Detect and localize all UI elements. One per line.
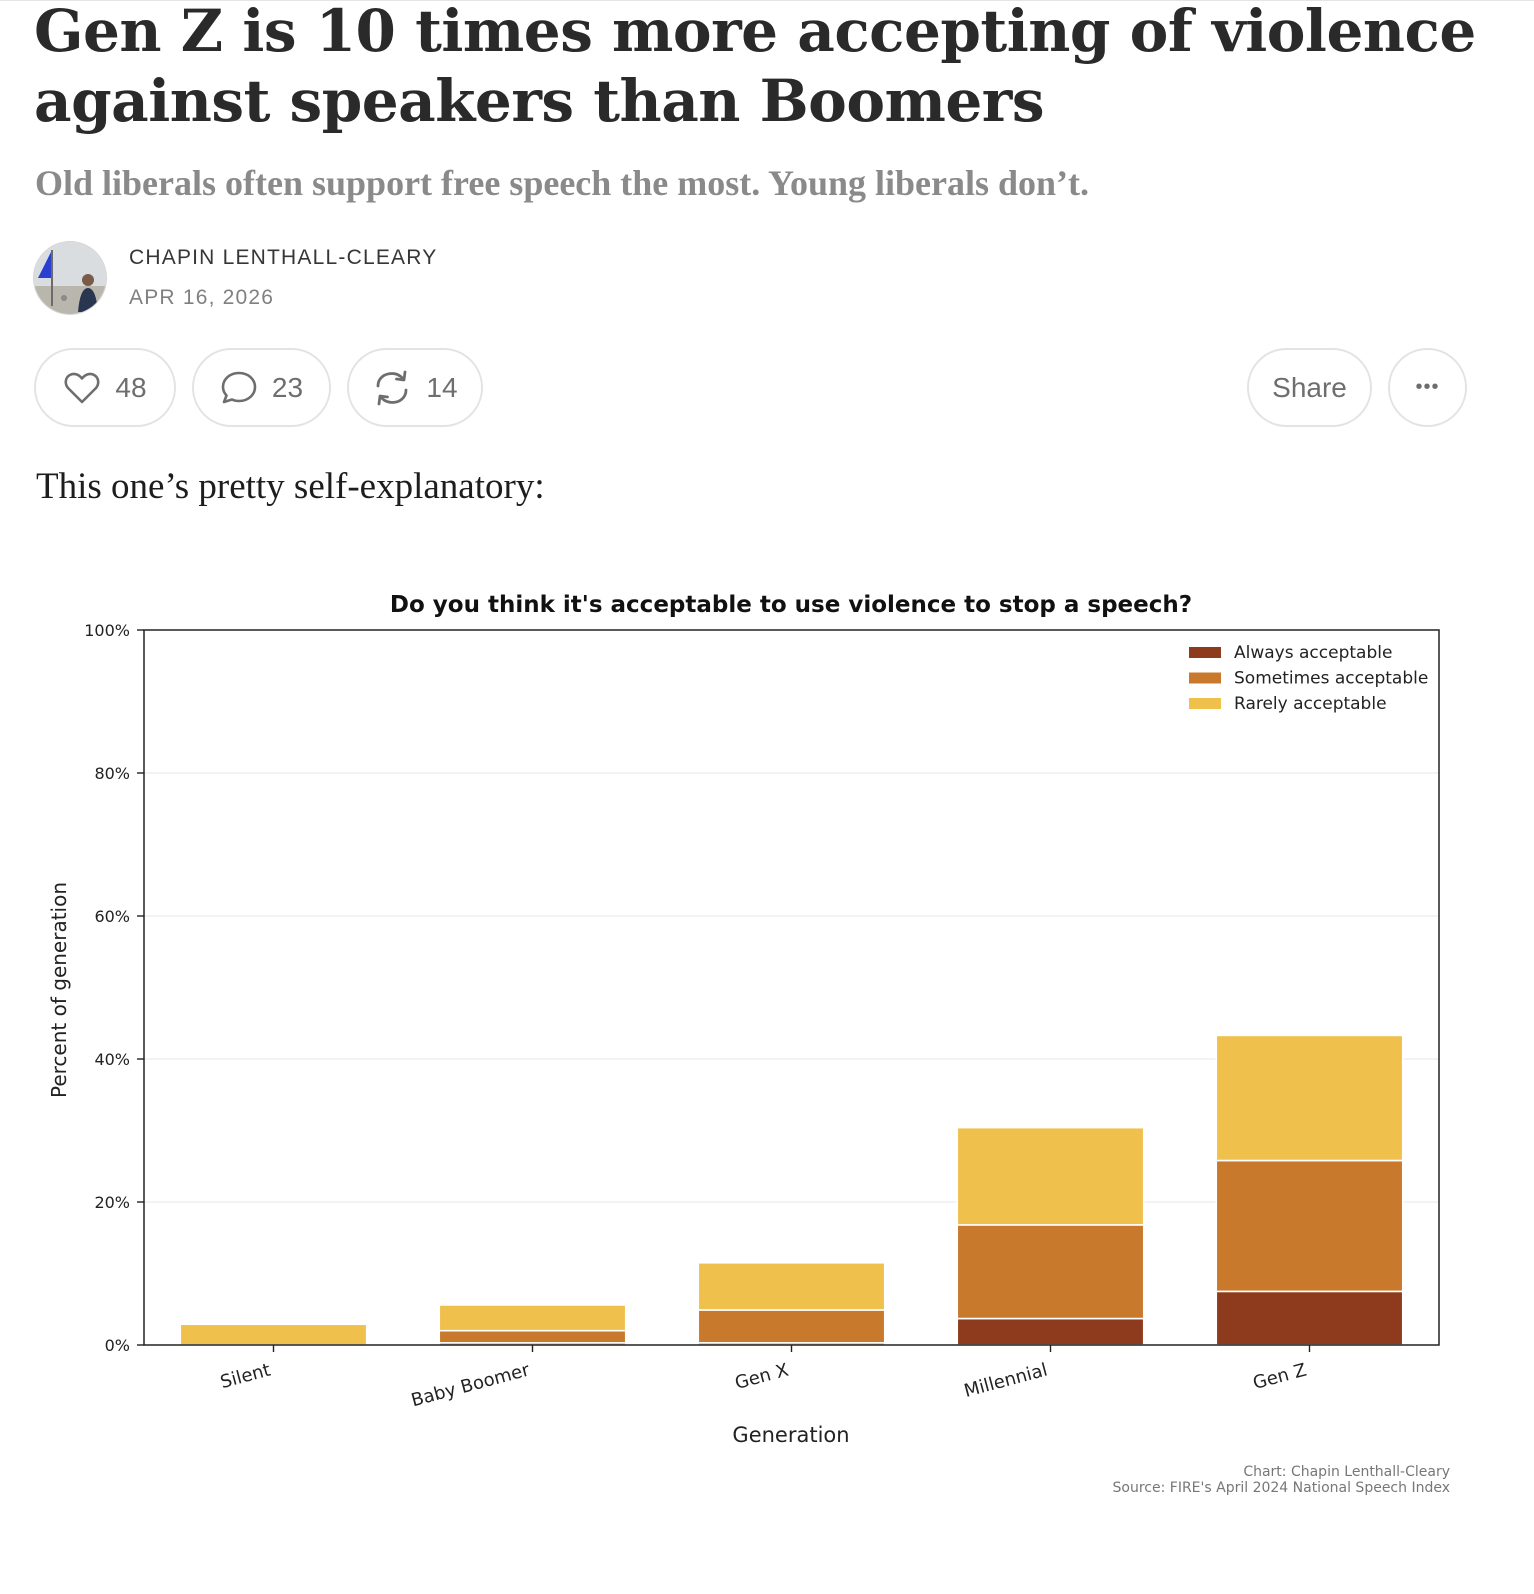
legend-label: Sometimes acceptable — [1234, 668, 1429, 689]
bar-segment-sometimes — [1216, 1161, 1402, 1292]
bar-segment-rarely — [439, 1305, 625, 1331]
share-button[interactable] — [1247, 348, 1372, 427]
post-subtitle: Old liberals often support free speech the most. Young liberals don’t. — [35, 163, 1090, 203]
y-tick-label: 60% — [94, 907, 130, 926]
legend-swatch-always — [1189, 647, 1221, 658]
y-tick-label: 80% — [94, 764, 130, 783]
post-body-paragraph: This one’s pretty self-explanatory: — [36, 466, 545, 507]
publish-date: APR 16, 2026 — [129, 286, 275, 309]
heart-icon — [63, 371, 101, 405]
x-tick-label: Silent — [218, 1359, 273, 1394]
restack-count: 14 — [426, 371, 458, 403]
chart-credit: Chart: Chapin Lenthall-Cleary — [1243, 1464, 1450, 1480]
y-tick-label: 40% — [94, 1050, 130, 1069]
comment-count: 23 — [271, 371, 304, 403]
legend-label: Rarely acceptable — [1234, 694, 1387, 714]
legend-swatch-sometimes — [1189, 673, 1221, 684]
chart-title: Do you think it's acceptable to use violence to stop a speech? — [389, 592, 1193, 618]
x-tick-label: Baby Boomer — [408, 1359, 532, 1412]
author-avatar[interactable] — [34, 242, 106, 314]
bar-segment-always — [1216, 1291, 1402, 1345]
chart-source: Source: FIRE's April 2024 National Speech Index — [1112, 1480, 1450, 1496]
comment-bubble-icon — [220, 370, 258, 406]
bar-segment-rarely — [957, 1128, 1143, 1225]
y-axis-label: Percent of generation — [47, 881, 71, 1099]
more-options-icon: ••• — [1415, 376, 1440, 398]
stacked-bar-chart — [0, 560, 1534, 1520]
x-tick-label: Gen X — [732, 1359, 791, 1394]
x-axis-label: Generation — [732, 1423, 850, 1447]
restack-icon — [372, 369, 412, 407]
bar-segment-sometimes — [698, 1310, 884, 1343]
bar-segment-always — [957, 1319, 1143, 1345]
y-tick-label: 100% — [84, 621, 130, 640]
bar-segment-rarely — [698, 1263, 884, 1310]
comment-button[interactable] — [192, 348, 331, 427]
author-name[interactable]: CHAPIN LENTHALL-CLEARY — [129, 246, 438, 269]
x-tick-label: Millennial — [961, 1359, 1050, 1402]
chart-legend — [1189, 643, 1428, 714]
legend-label: Always acceptable — [1234, 643, 1393, 663]
x-tick-label: Gen Z — [1250, 1359, 1309, 1394]
more-options-button[interactable] — [1388, 348, 1467, 427]
legend-swatch-rarely — [1189, 698, 1221, 709]
share-label: Share — [1272, 371, 1347, 403]
like-button[interactable] — [34, 348, 176, 427]
y-tick-label: 0% — [104, 1336, 130, 1355]
bar-segment-rarely — [180, 1324, 366, 1345]
like-count: 48 — [115, 371, 147, 403]
bar-segment-rarely — [1216, 1035, 1402, 1160]
y-tick-label: 20% — [94, 1193, 130, 1212]
restack-button[interactable] — [347, 348, 483, 427]
bar-segment-sometimes — [439, 1331, 625, 1343]
bar-segment-sometimes — [957, 1225, 1143, 1319]
post-title: Gen Z is 10 times more accepting of violence against speakers than Boomers — [34, 0, 1476, 135]
